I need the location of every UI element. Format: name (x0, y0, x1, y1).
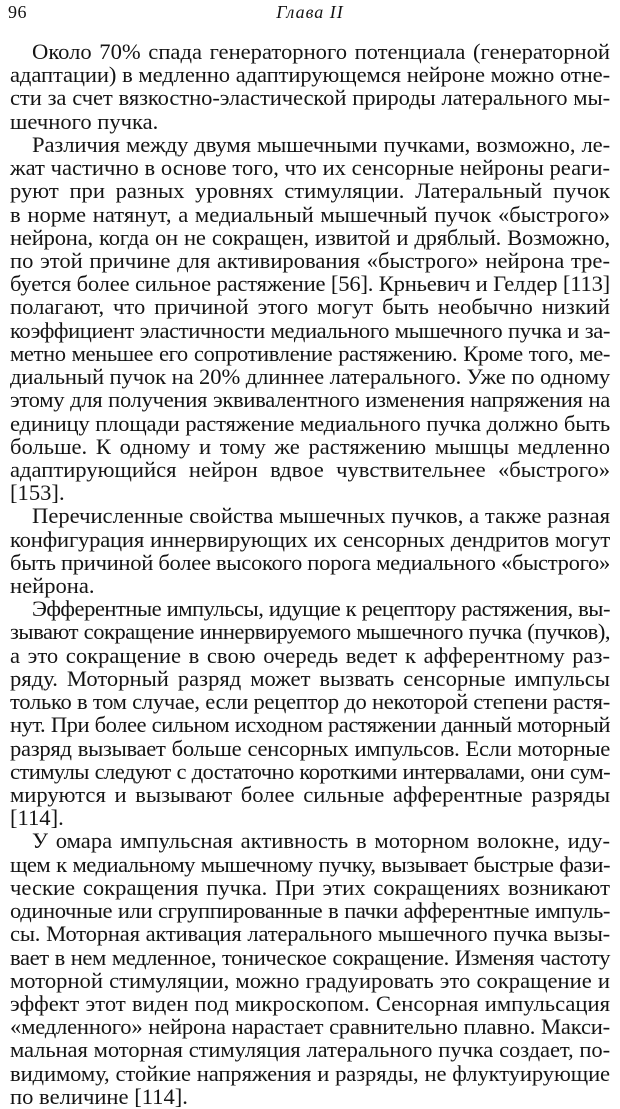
text-line: разряд вызывает больше сенсорных импульсов. Если моторные (10, 735, 610, 761)
text-line: Различия между двумя мышечными пучками, возможно, ле- (32, 131, 610, 157)
text-line: «медленного» нейрона нарастает сравнительно плавно. Макси- (10, 1014, 610, 1040)
text-line: эффект этот виден под микроскопом. Сенсорная импульсация (10, 990, 610, 1016)
text-line: сти за счет вязкостно-эластической природы латерального мы- (10, 85, 610, 111)
text-line: по этой причине для активирования «быстрого» нейрона тре- (10, 247, 610, 273)
text-line: метно меньшее его сопротивление растяжению. Кроме того, ме- (10, 340, 610, 366)
text-line: конфигурация иннервирующих их сенсорных дендритов могут (10, 526, 610, 552)
text-line: зывают сокращение иннервируемого мышечного пучка (пучков), (10, 619, 610, 645)
text-line: моторной стимуляции, можно градуировать это сокращение и (10, 967, 610, 993)
text-line: ческие сокращения пучка. При этих сокращениях возникают (10, 874, 610, 900)
text-line: ряду. Моторный разряд может вызвать сенсорные импульсы (10, 665, 610, 691)
text-line: диальный пучок на 20% длиннее латерального. Уже по одному (10, 364, 611, 390)
paragraph (10, 597, 610, 829)
text-line: больше. К одному и тому же растяжению мышцы медленно (10, 433, 610, 459)
text-line: шечного пучка. (10, 108, 159, 134)
text-line: [114]. (10, 805, 64, 831)
running-chapter-title: Глава II (276, 2, 344, 22)
text-line: быть причиной более высокого порога медиального «быстрого» (10, 549, 611, 575)
text-line: вает в нем медленное, тоническое сокращение. Изменяя частоту (10, 944, 610, 970)
text-line: адаптирующийся нейрон вдвое чувствительнее «быстрого» (10, 456, 610, 482)
page-number: 96 (8, 2, 27, 22)
text-line: Перечисленные свойства мышечных пучков, а также разная (32, 503, 610, 529)
text-line: Эфферентные импульсы, идущие к рецептору растяжения, вы- (32, 596, 610, 622)
text-line: жат частично в основе того, что их сенсорные нейроны реаги- (10, 155, 610, 181)
text-line: нут. При более сильном исходном растяжении данный моторный (10, 712, 610, 738)
text-line: а это сокращение в свою очередь ведет к афферентному раз- (10, 642, 610, 668)
text-line: только в том случае, если рецептор до некоторой степени растя- (10, 689, 610, 715)
paragraph (10, 829, 610, 1108)
paragraph (10, 133, 610, 505)
text-line: одиночные или сгруппированные в пачки афферентные импуль- (10, 898, 610, 924)
text-line: сы. Моторная активация латерального мышечного пучка вызы- (10, 921, 610, 947)
text-line: единицу площади растяжение медиального пучка должно быть (10, 410, 610, 436)
text-line: коэффициент эластичности медиального мышечного пучка и за- (10, 317, 610, 343)
paragraph (10, 40, 610, 133)
text-line: мальная моторная стимуляция латерального пучка создает, по- (10, 1037, 610, 1063)
text-line: [153]. (10, 480, 65, 506)
paragraph (10, 504, 610, 597)
text-line: полагают, что причиной этого могут быть необычно низкий (10, 294, 610, 320)
text-line: нейрона, когда он не сокращен, извитой и дряблый. Возможно, (10, 224, 610, 250)
text-line: в норме натянут, а медиальный мышечный пучок «быстрого» (10, 201, 610, 227)
text-line: щем к медиальному мышечному пучку, вызывает быстрые фази- (10, 851, 610, 877)
text-line: этому для получения эквивалентного изменения напряжения на (10, 387, 610, 413)
text-line: видимому, стойкие напряжения и разряды, не флуктуирующие (10, 1060, 610, 1086)
text-line: адаптации) в медленно адаптирующемся нейроне можно отне- (10, 62, 610, 88)
text-line: буется более сильное растяжение [56]. Крньевич и Гелдер [113] (10, 271, 610, 297)
text-line: по величине [114]. (10, 1083, 188, 1109)
text-line: мируются и вызывают более сильные афферентные разряды (10, 782, 610, 807)
text-line: руют при разных уровнях стимуляции. Латеральный пучок (10, 178, 610, 204)
body-text (10, 40, 610, 1108)
text-line: стимулы следуют с достаточно короткими интервалами, они сум- (10, 758, 610, 784)
text-line: У омара импульсная активность в моторном волокне, иду- (32, 828, 610, 854)
text-line: Около 70% спада генераторного потенциала (генераторной (32, 39, 610, 64)
text-line: нейрона. (10, 573, 95, 599)
